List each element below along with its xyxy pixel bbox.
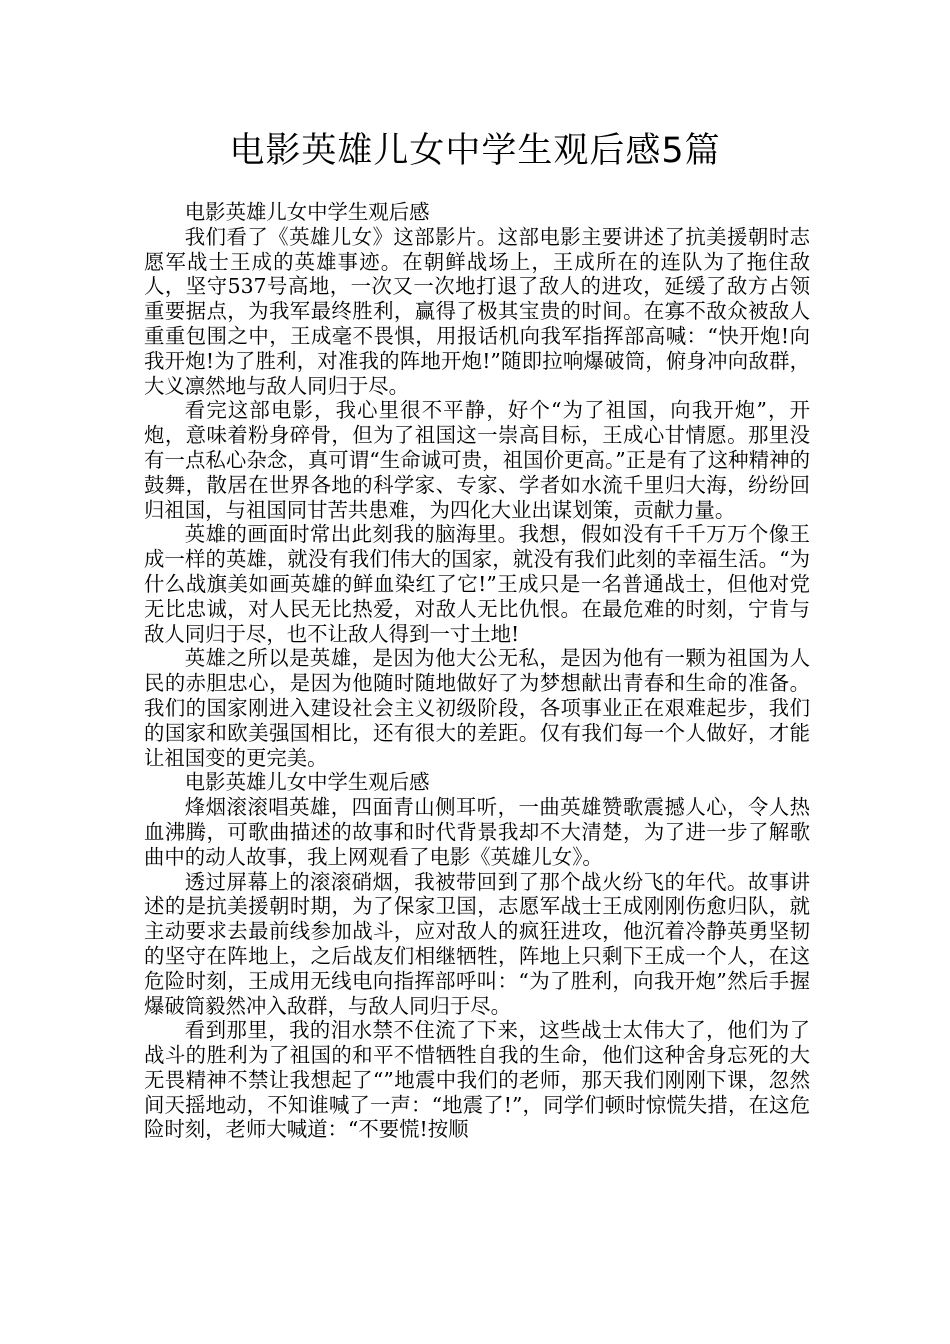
- section-heading: 电影英雄儿女中学生观后感: [184, 770, 430, 795]
- section-heading: 电影英雄儿女中学生观后感: [184, 200, 430, 224]
- body-paragraph: 透过屏幕上的滚滚硝烟，我被带回到了那个战火纷飞的年代。故事讲述的是抗美援朝时期，为了保家卫国，志愿军战士王成刚刚伤愈归队，就主动要求去最前线参加战斗，应对敌人的疯狂进攻，他沉着冷静英勇坚韧的坚守在阵地上，之后战友们相继牺牲，阵地上只剩下王成一个人，在这危险时刻，王成用无线电向指挥部呼叫：“为了胜利，向我开炮”然后手握爆破筒毅然冲入敌群，与敌人同归于尽。: [144, 869, 810, 1018]
- body-paragraph: 我们看了《英雄儿女》这部影片。这部电影主要讲述了抗美援朝时志愿军战士王成的英雄事迹。在朝鲜战场上，王成所在的连队为了拖住敌人，坚守537号高地，一次又一次地打退了敌人的进攻，延缓了敌方占领重要据点，为我军最终胜利，赢得了极其宝贵的时间。在寡不敌众被敌人重重包围之中，王成毫不畏惧，用报话机向我军指挥部高喊：“快开炮!向我开炮!为了胜利，对准我的阵地开炮!”随即拉响爆破筒，俯身冲向敌群，大义凛然地与敌人同归于尽。: [144, 224, 810, 398]
- body-paragraph: 看完这部电影，我心里很不平静，好个“为了祖国，向我开炮”，开炮，意味着粉身碎骨，但为了祖国这一崇高目标，王成心甘情愿。那里没有一点私心杂念，真可谓“生命诚可贵，祖国价更高。”正是有了这种精神的鼓舞，散居在世界各地的科学家、专家、学者如水流千里归大海，纷纷回归祖国，与祖国同甘苦共患难，为四化大业出谋划策，贡献力量。: [144, 398, 810, 522]
- document-body: [144, 200, 810, 1142]
- body-paragraph: 英雄之所以是英雄，是因为他大公无私，是因为他有一颗为祖国为人民的赤胆忠心，是因为他随时随地做好了为梦想献出青春和生命的准备。我们的国家刚进入建设社会主义初级阶段，各项事业正在艰难起步，我们的国家和欧美强国相比，还有很大的差距。仅有我们每一个人做好，才能让祖国变的更完美。: [144, 646, 810, 770]
- body-paragraph: 看到那里，我的泪水禁不住流了下来，这些战士太伟大了，他们为了战斗的胜利为了祖国的和平不惜牺牲自我的生命，他们这种舍身忘死的大无畏精神不禁让我想起了“”地震中我们的老师，那天我们刚刚下课，忽然间天摇地动，不知谁喊了一声：“地震了!”，同学们顿时惊慌失措，在这危险时刻，老师大喊道：“不要慌!按顺: [144, 1018, 810, 1142]
- body-paragraph: 英雄的画面时常出此刻我的脑海里。我想，假如没有千千万万个像王成一样的英雄，就没有我们伟大的国家，就没有我们此刻的幸福生活。“为什么战旗美如画英雄的鲜血染红了它!”王成只是一名普通战士，但他对党无比忠诚，对人民无比热爱，对敌人无比仇恨。在最危难的时刻，宁肯与敌人同归于尽，也不让敌人得到一寸土地!: [144, 522, 810, 646]
- body-paragraph: 烽烟滚滚唱英雄，四面青山侧耳听，一曲英雄赞歌震撼人心，令人热血沸腾，可歌曲描述的故事和时代背景我却不大清楚，为了进一步了解歌曲中的动人故事，我上网观看了电影《英雄儿女》。: [144, 795, 810, 869]
- document-title: 电影英雄儿女中学生观后感5篇: [229, 131, 721, 171]
